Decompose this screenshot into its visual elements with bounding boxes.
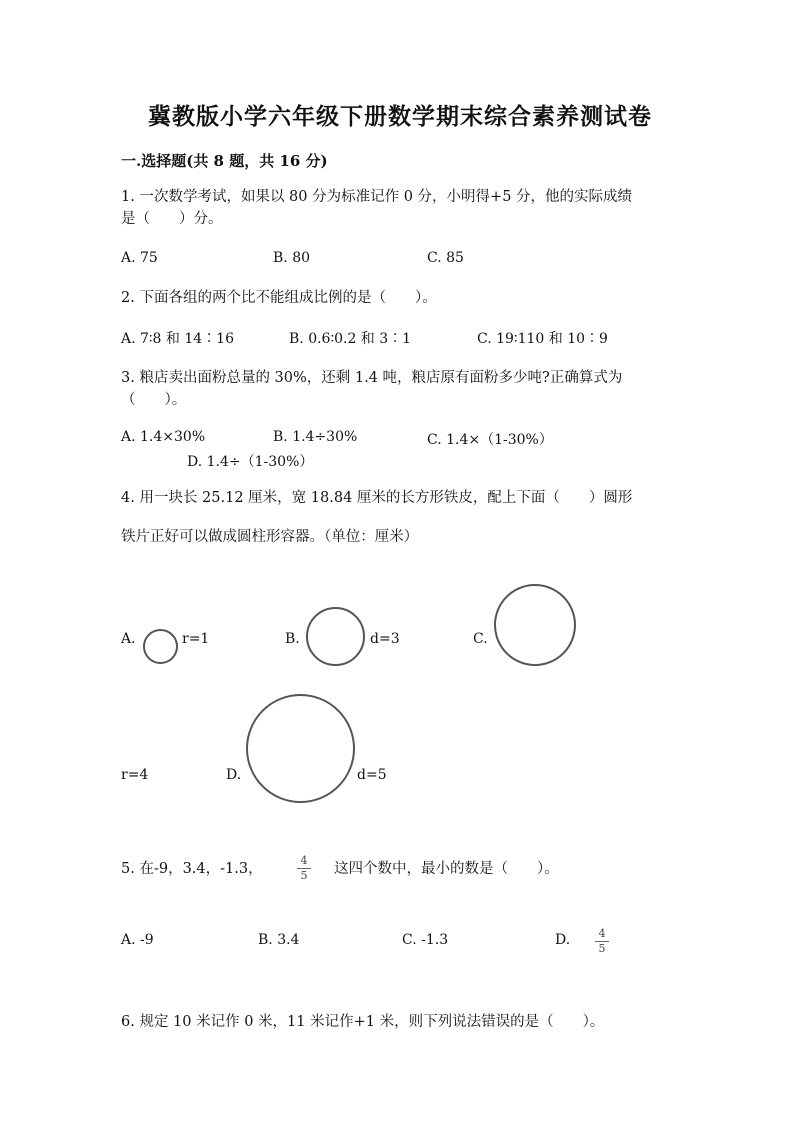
q4-option-c[interactable]: C.	[473, 631, 488, 647]
q1-option-b[interactable]: B. 80	[273, 250, 311, 266]
page-title: 冀教版小学六年级下册数学期末综合素养测试卷	[148, 103, 652, 130]
q3-option-b[interactable]: B. 1.4÷30%	[273, 429, 358, 445]
q3-option-c[interactable]: C. 1.4×（1-30%）	[427, 432, 553, 448]
q4-option-b[interactable]: B.	[285, 631, 300, 647]
question-5-line-1a: 5. 在-9，3.4，-1.3，	[121, 861, 263, 877]
question-4-line-1: 4. 用一块长 25.12 厘米，宽 18.84 厘米的长方形铁皮，配上下面（ ）圆形	[121, 490, 633, 506]
q3-option-d[interactable]: D. 1.4÷（1-30%）	[187, 454, 314, 470]
q5-option-b[interactable]: B. 3.4	[258, 932, 300, 948]
question-5-line-1b: 这四个数中，最小的数是（ ）。	[334, 861, 559, 877]
q4-option-a[interactable]: A.	[121, 631, 136, 647]
question-6-line-1: 6. 规定 10 米记作 0 米，11 米记作+1 米，则下列说法错误的是（ ）。	[121, 1014, 605, 1030]
fraction-denominator: 5	[598, 942, 606, 955]
fraction-denominator: 5	[300, 869, 308, 882]
q5-option-c[interactable]: C. -1.3	[402, 932, 449, 948]
circle-c-label: r=4	[121, 767, 149, 783]
circle-figure-c	[494, 584, 576, 666]
q2-option-a[interactable]: A. 7∶8 和 14∶16	[121, 331, 234, 347]
question-2-line-1: 2. 下面各组的两个比不能组成比例的是（ ）。	[121, 290, 437, 306]
q3-option-a[interactable]: A. 1.4×30%	[121, 429, 206, 445]
fraction-numerator: 4	[300, 854, 308, 867]
q5-option-a[interactable]: A. -9	[121, 932, 154, 948]
fraction-numerator: 4	[598, 927, 606, 940]
question-3-line-2: （ ）。	[121, 392, 187, 408]
circle-b-label: d=3	[370, 631, 400, 647]
question-3-line-1: 3. 粮店卖出面粉总量的 30%，还剩 1.4 吨，粮店原有面粉多少吨?正确算式为	[121, 370, 623, 386]
fraction-four-fifths-option-d	[595, 928, 609, 955]
q1-option-a[interactable]: A. 75	[121, 250, 158, 266]
q1-option-c[interactable]: C. 85	[427, 250, 464, 266]
question-1-line-2: 是（ ）分。	[121, 211, 223, 227]
fraction-four-fifths	[297, 855, 311, 882]
circle-a-label: r=1	[182, 631, 210, 647]
circle-figure-d	[246, 694, 355, 803]
question-1-line-1: 1. 一次数学考试，如果以 80 分为标准记作 0 分，小明得+5 分，他的实际成绩	[121, 189, 633, 205]
q4-option-d[interactable]: D.	[226, 767, 242, 783]
circle-figure-b	[306, 607, 365, 666]
circle-figure-a	[143, 629, 178, 664]
q2-option-b[interactable]: B. 0.6∶0.2 和 3∶1	[289, 331, 412, 347]
circle-d-label: d=5	[357, 767, 387, 783]
q2-option-c[interactable]: C. 19∶110 和 10∶9	[477, 331, 608, 347]
q5-option-d[interactable]: D.	[555, 932, 571, 948]
section-heading: 一.选择题(共 8 题，共 16 分)	[121, 152, 328, 170]
question-4-line-2: 铁片正好可以做成圆柱形容器。（单位：厘米）	[121, 529, 419, 545]
